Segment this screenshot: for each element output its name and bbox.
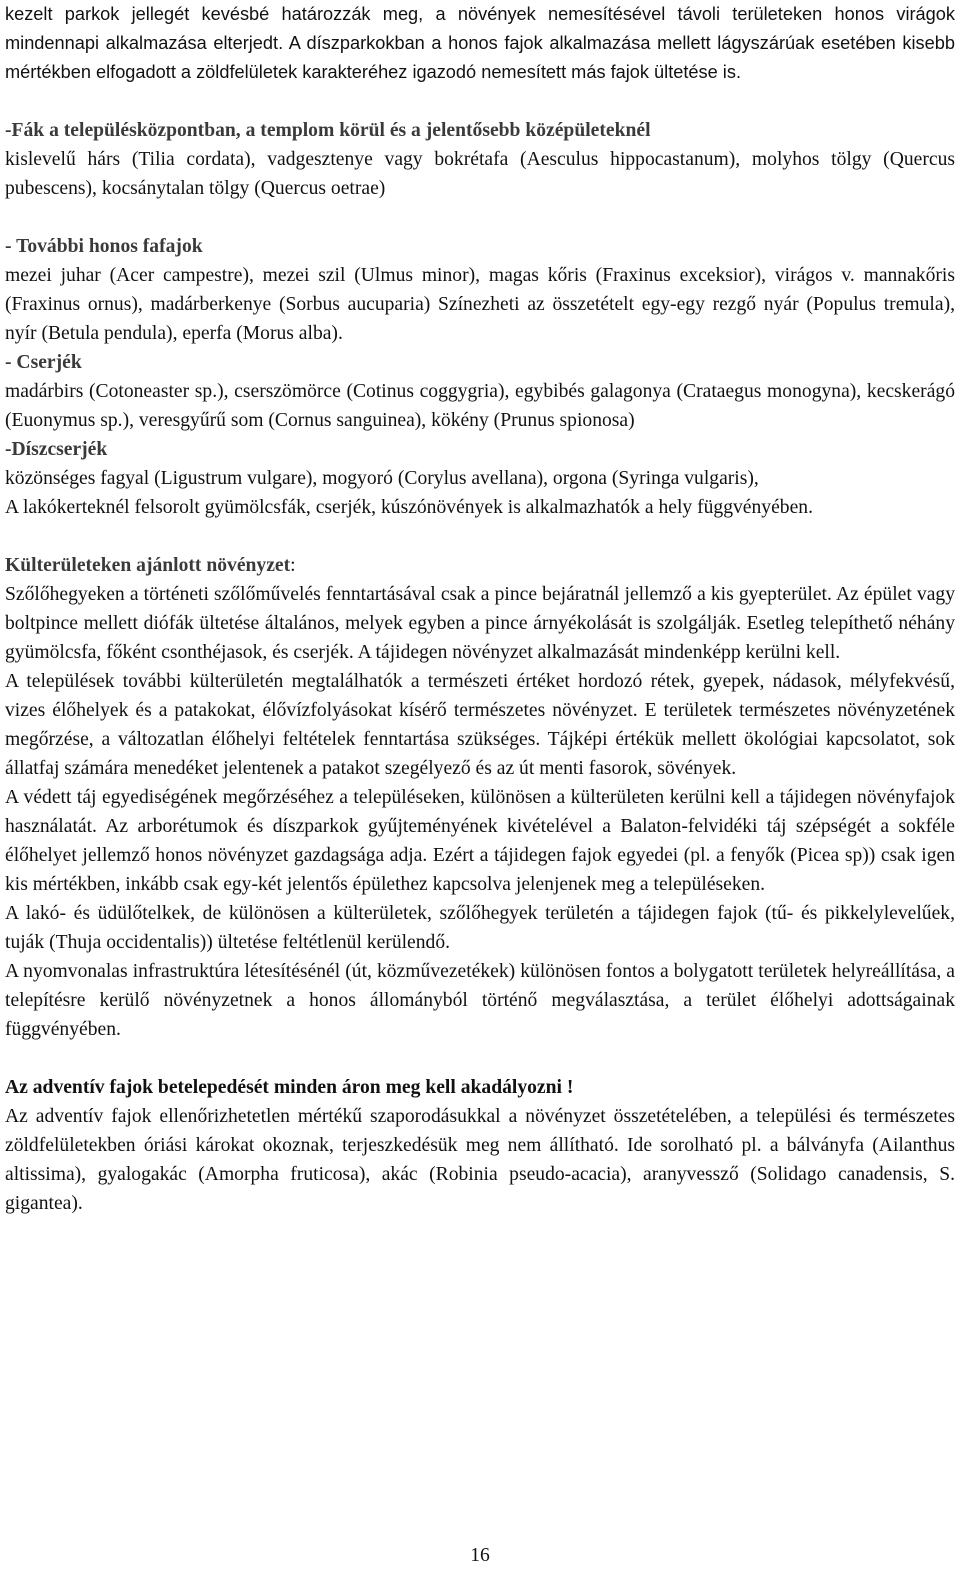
ornamental-shrubs-section	[5, 435, 955, 522]
invasive-heading: Az adventív fajok betelepedését minden áron meg kell akadályozni !	[5, 1077, 574, 1098]
trees-heading: -Fák a településközpontban, a templom körül és a jelentősebb középületeknél	[5, 120, 651, 141]
document-page	[5, 0, 955, 1218]
spacer	[5, 203, 955, 232]
spacer	[5, 1044, 955, 1073]
outskirts-paragraph-3: A védett táj egyediségének megőrzéséhez a településeken, különösen a külterületen kerülni kell a tájidegen növényfajok használatát. Az arborétumok és díszparkok gyűjteményének kivételével a Balaton-felvidéki táj szépségét a sokféle élőhelyet jellemző honos növényzet gazdagsága adja. Ezért a tájidegen fajok egyedei (pl. a fenyők (Picea sp)) csak igen kis mértékben, inkább csak egy-két jelentős épülethez kapcsolva jelenjenek meg a településeken.	[5, 787, 955, 895]
outskirts-paragraph-2: A települések további külterületén megtalálhatók a természeti értéket hordozó rétek, gyepek, nádasok, mélyfekvésű, vizes élőhelyek és a patakokat, élővízfolyásokat kísérő természetes növényzet. E területek természetes növényzetének megőrzése, a változatlan élőhelyi feltételek fenntartása szükséges. Tájképi értékük mellett ökológiai kapcsolatot, sok állatfaj számára menedéket jelentenek a patakot szegélyező és az út menti fasorok, sövények.	[5, 671, 955, 779]
outskirts-section	[5, 551, 955, 1044]
outskirts-heading-colon: :	[290, 555, 296, 576]
shrubs-heading: - Cserjék	[5, 352, 82, 373]
trees-text: kislevelű hárs (Tilia cordata), vadgesztenye vagy bokrétafa (Aesculus hippocastanum), molyhos tölgy (Quercus pubescens), kocsánytalan tölgy (Quercus oetrae)	[5, 149, 955, 199]
spacer	[5, 87, 955, 116]
ornamental-shrubs-text: közönséges fagyal (Ligustrum vulgare), mogyoró (Corylus avellana), orgona (Syringa vulgaris),	[5, 468, 759, 489]
intro-paragraph: kezelt parkok jellegét kevésbé határozzák meg, a növények nemesítésével távoli területeken honos virágok mindennapi alkalmazása elterjedt. A díszparkokban a honos fajok alkalmazása mellett lágyszárúak esetében kisebb mértékben elfogadott a zöldfelületek karakteréhez igazodó nemesített más fajok ültetése is.	[5, 4, 955, 82]
native-trees-heading: - További honos fafajok	[5, 236, 203, 257]
invasive-text: Az adventív fajok ellenőrizhetetlen mértékű szaporodásukkal a növényzet összetételében, a települési és természetes zöldfelületekben óriási károkat okoznak, terjeszkedésük meg nem állítható. Ide sorolható pl. a bálványfa (Ailanthus altissima), gyalogakác (Amorpha fruticosa), akác (Robinia pseudo-acacia), aranyvessző (Solidago canadensis, S. gigantea).	[5, 1106, 955, 1214]
outskirts-heading	[5, 551, 955, 580]
native-trees-section	[5, 232, 955, 348]
outskirts-heading-text: Külterületeken ajánlott növényzet	[5, 555, 291, 576]
native-trees-text: mezei juhar (Acer campestre), mezei szil (Ulmus minor), magas kőris (Fraxinus exceksior), virágos v. mannakőris (Fraxinus ornus), madárberkenye (Sorbus aucuparia) Színezheti az összetételt egy-egy rezgő nyár (Populus tremula), nyír (Betula pendula), eperfa (Morus alba).	[5, 265, 955, 344]
outskirts-paragraph-5: A nyomvonalas infrastruktúra létesítésénél (út, közművezetékek) különösen fontos a bolygatott területek helyreállítása, a telepítésre kerülő növényzetnek a honos állományból történő megválasztása, a terület élőhelyi adottságainak függvényében.	[5, 961, 955, 1040]
page-number: 16	[470, 1545, 490, 1566]
trees-section	[5, 116, 955, 203]
invasive-section	[5, 1073, 955, 1218]
outskirts-paragraph-4: A lakó- és üdülőtelkek, de különösen a külterületek, szőlőhegyek területén a tájidegen fajok (tű- és pikkelylevelűek, tuják (Thuja occidentalis)) ültetése feltétlenül kerülendő.	[5, 903, 955, 953]
spacer	[5, 522, 955, 551]
outskirts-paragraph-1: Szőlőhegyeken a történeti szőlőművelés fenntartásával csak a pince bejáratnál jellemző a kis gyepterület. Az épület vagy boltpince mellett diófák ültetése általános, melyek egyben a pince árnyékolását is szolgálják. Esetleg telepíthető néhány gyümölcsfa, főként csonthéjasok, és cserjék. A tájidegen növényzet alkalmazását mindenképp kerülni kell.	[5, 584, 955, 663]
ornamental-shrubs-note: A lakókerteknél felsorolt gyümölcsfák, cserjék, kúszónövények is alkalmazhatók a hely függvényében.	[5, 497, 813, 518]
ornamental-shrubs-heading: -Díszcserjék	[5, 439, 108, 460]
shrubs-text: madárbirs (Cotoneaster sp.), cserszömörce (Cotinus coggygria), egybibés galagonya (Crataegus monogyna), kecskerágó (Euonymus sp.), veresgyűrű som (Cornus sanguinea), kökény (Prunus spionosa)	[5, 381, 955, 431]
shrubs-section	[5, 348, 955, 435]
